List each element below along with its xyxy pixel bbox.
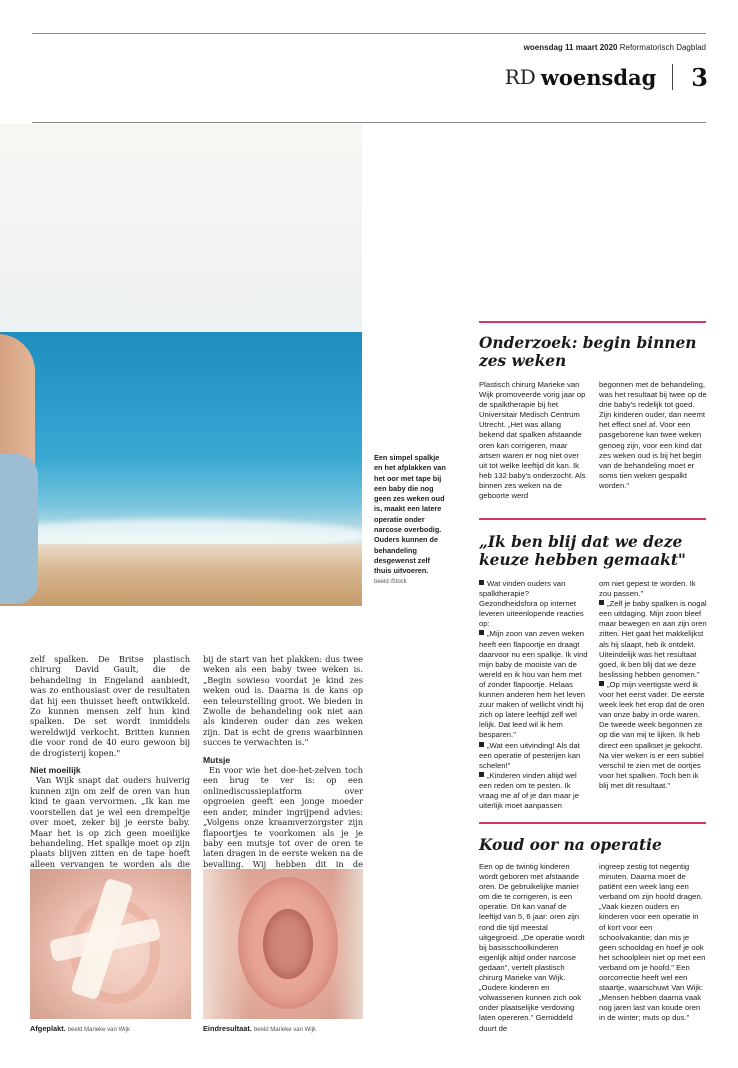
photo-credit: beeld iStock [374, 578, 407, 585]
bullet-icon [479, 772, 484, 777]
section-prefix: RD [504, 65, 536, 89]
photo-sky [0, 124, 362, 332]
bullet-icon [599, 681, 604, 686]
caption-label: Afgeplakt. [30, 1024, 66, 1033]
box-divider [479, 321, 706, 323]
page-number: 3 [691, 62, 708, 92]
box-title-koud-oor: Koud oor na operatie [479, 836, 662, 854]
section-masthead [505, 62, 708, 92]
box-paragraph: Plastisch chirurg Marieke van Wijk promoveerde vorig jaar op de spalktherapie bij het Universitair Medisch Centrum Utrecht. „Het was allang bekend dat spalken afstaande oren kan corrigeren, maar artsen waren er nog niet over uit tot welke leeftijd dit kan. Ik heb 132 baby's onderzocht. Als binnen zes weken na de geboorte werd [479, 380, 586, 501]
subheading-niet-moeilijk: Niet moeilijk [30, 765, 81, 776]
bullet-icon [599, 600, 604, 605]
paper-name: Reformatorisch Dagblad [619, 43, 706, 52]
box-paragraph: begonnen met de behandeling, was het resultaat bij twee op de drie baby's redelijk tot goed. Zijn kinderen ouder, dan neemt het effect snel af. Voor een pasgeborene kan twee weken genoeg zijn, voor een kind dat zes weken oud is bij het begin van de behandeling moet er soms tien weken gespalkt worden." [599, 380, 707, 490]
article-paragraph: zelf spalken. De Britse plastisch chirurg David Gault, die de behandeling in Engeland aanbiedt, was zo enthousiast over de resultaten dat hij een thuisset heeft ontwikkeld. Zo kunnen mensen zelf hun kind spalken. De set wordt inmiddels wereldwijd verkocht. Britten kunnen die voor rond de 40 euro gewoon bij de drogisterij kopen." [30, 654, 190, 758]
article-paragraph: En voor wie het doe-het-zelven toch een brug te ver is: op een onlinediscussieplatform over opgroeien geeft een jonge moeder een ander, minder ingrijpend advies: „Volgens onze kraamverzorgster zijn flapoortjes te voorkomen als je je baby een mutsje tot over de oren te laten dragen in de eerste weken na de bevalling. Wij hebben dit in de [203, 765, 363, 869]
bullet-icon [479, 580, 484, 585]
bullet-icon [479, 630, 484, 635]
box2-column-1 [479, 579, 589, 811]
box-divider [479, 822, 706, 824]
box-paragraph: Een op de twintig kinderen wordt geboren met afstaande oren. De gebruikelijke manier om die te corrigeren, is een operatie. Dit kan vanaf de leeftijd van 5, 6 jaar: oren zijn rond die tijd meestal uitgegroeid. „De operatie wordt bij basisschoolkinderen eigenlijk altijd onder narcose gedaan", vertelt plastisch chirurg Marieke van Wijk. „Oudere kinderen en volwassenen kunnen zich ook onder plaatselijke verdoving laten opereren." Gemiddeld duurt de [479, 862, 585, 1033]
issue-date: woensdag 11 maart 2020 [523, 43, 618, 52]
result-ear-photo [203, 869, 363, 1019]
box-title-blij: „Ik ben blij dat we deze keuze hebben gemaakt" [479, 533, 686, 569]
beach-photo [0, 124, 362, 606]
box-paragraph: „Zelf je baby spalken is nogal een uitdaging. Mijn zoon bleef maar bewegen en aan zijn oren zitten. Het gaat het makkelijkst als hij slaapt, heb ik ontdekt. Uiteindelijk was het resultaat goed, ik ben blij dat we deze beslissing hebben genomen." [599, 599, 707, 679]
box-title-onderzoek: Onderzoek: begin binnen zes weken [479, 334, 697, 370]
box2-column-2 [599, 579, 707, 791]
photo-caption [374, 453, 446, 587]
article-paragraph: Van Wijk snapt dat ouders huiverig kunnen zijn om zelf de oren van hun kind te gaan vervormen. „Ik kan me voorstellen dat je wel een drempeltje over moet, zeker bij je eerste baby. Maar het is op zich geen moeilijke behandeling. Het spalkje moet op zijn plaats blijven zitten en de tape hoeft alleen vervangen te worden als die [30, 775, 190, 869]
dateline [524, 43, 706, 52]
caption-credit: beeld Marieke van Wijk [253, 1027, 316, 1033]
box1-column-1 [479, 380, 587, 501]
box-paragraph: „Mijn zoon van zeven weken heeft een flapoortje en draagt daarvoor nu een spalkje. Ik vind mijn baby de mooiste van de wereld en ik hou van hem met of zonder flapoortje. Helaas kunnen anderen hem het leven zuur maken of wellicht vindt hij zich op latere leeftijd zelf wel lelijk. Dat leed wil ik hem besparen." [479, 629, 588, 740]
header-rule [32, 122, 706, 123]
caption-label: Eindresultaat. [203, 1024, 252, 1033]
box-paragraph: om niet gepest te worden. Ik zou passen." [599, 579, 696, 599]
photo-person-shirt [0, 454, 38, 604]
box-paragraph: „Wat een uitvinding! Als dat een operatie of pesterijen kan schelen!" [479, 740, 581, 770]
box-paragraph: Wat vinden ouders van spalktherapie? Gezondheidsfora op internet leveren uiteenlopende reacties op: [479, 579, 584, 629]
article-paragraph: bij de start van het plakken: dus twee weken als een baby twee weken is. „Begin sowieso voordat je kind zes weken oud is. Daarna is de kans op een teleurstelling groot. We bieden in Zwolle de behandeling ook niet aan als kinderen ouder dan zes weken zijn. Dat is echt de grens waarbinnen succes te verwachten is." [203, 654, 363, 748]
ear-inner [263, 909, 313, 979]
taped-ear-caption [30, 1024, 130, 1033]
section-day: woensdag [540, 64, 657, 90]
box-paragraph: „Op mijn veertigste werd ik voor het eerst vader. De eerste week leek het erop dat de oren van onze baby in orde waren. De tweede week begonnen ze op die van mij te lijken. Ik heb direct een spalkset je gekocht. Na vier weken is er een subtiel verschil te zien met de oortjes voor het spalken. Toch ben ik blij met dit resultaat." [599, 679, 705, 790]
bullet-icon [479, 742, 484, 747]
top-rule [32, 33, 706, 34]
taped-ear-photo [30, 869, 191, 1019]
result-ear-caption [203, 1024, 316, 1033]
caption-credit: beeld Marieke van Wijk [67, 1027, 130, 1033]
masthead-divider [672, 64, 673, 90]
box3-column-2 [599, 862, 707, 1024]
subheading-mutsje: Mutsje [203, 754, 231, 765]
photo-sand [0, 544, 362, 606]
box-paragraph: ingreep zestig tot negentig minuten. Daarna moet de patiënt een week lang een verband om zijn hoofd dragen. „Vaak kiezen ouders en kinderen voor een operatie in of kort voor een schoolvakantie; dan mis je geen schooldag en hoef je ook het schoolplein niet op met een verband om je hoofd." Een oorcorrectie heeft wel een staartje, waarschuwt Van Wijk: „Mensen hebben daarna vaak nog jaren last van koude oren in de winter; muts op dus." [599, 862, 706, 1023]
box-divider [479, 518, 706, 520]
photo-caption-text: Een simpel spalkje en het afplakken van het oor met tape bij een baby die nog geen zes weken oud is, maakt een latere operatie onder narcose overbodig. Ouders kunnen de behandeling desgewenst zelf thuis uitvoeren. [374, 453, 446, 576]
box3-column-1 [479, 862, 587, 1034]
box-paragraph: „Kinderen vinden altijd wel een reden om te pesten. Ik vraag me af of je dan maar je uiterlijk moet aanpassen [479, 770, 579, 811]
box1-column-2 [599, 380, 707, 491]
